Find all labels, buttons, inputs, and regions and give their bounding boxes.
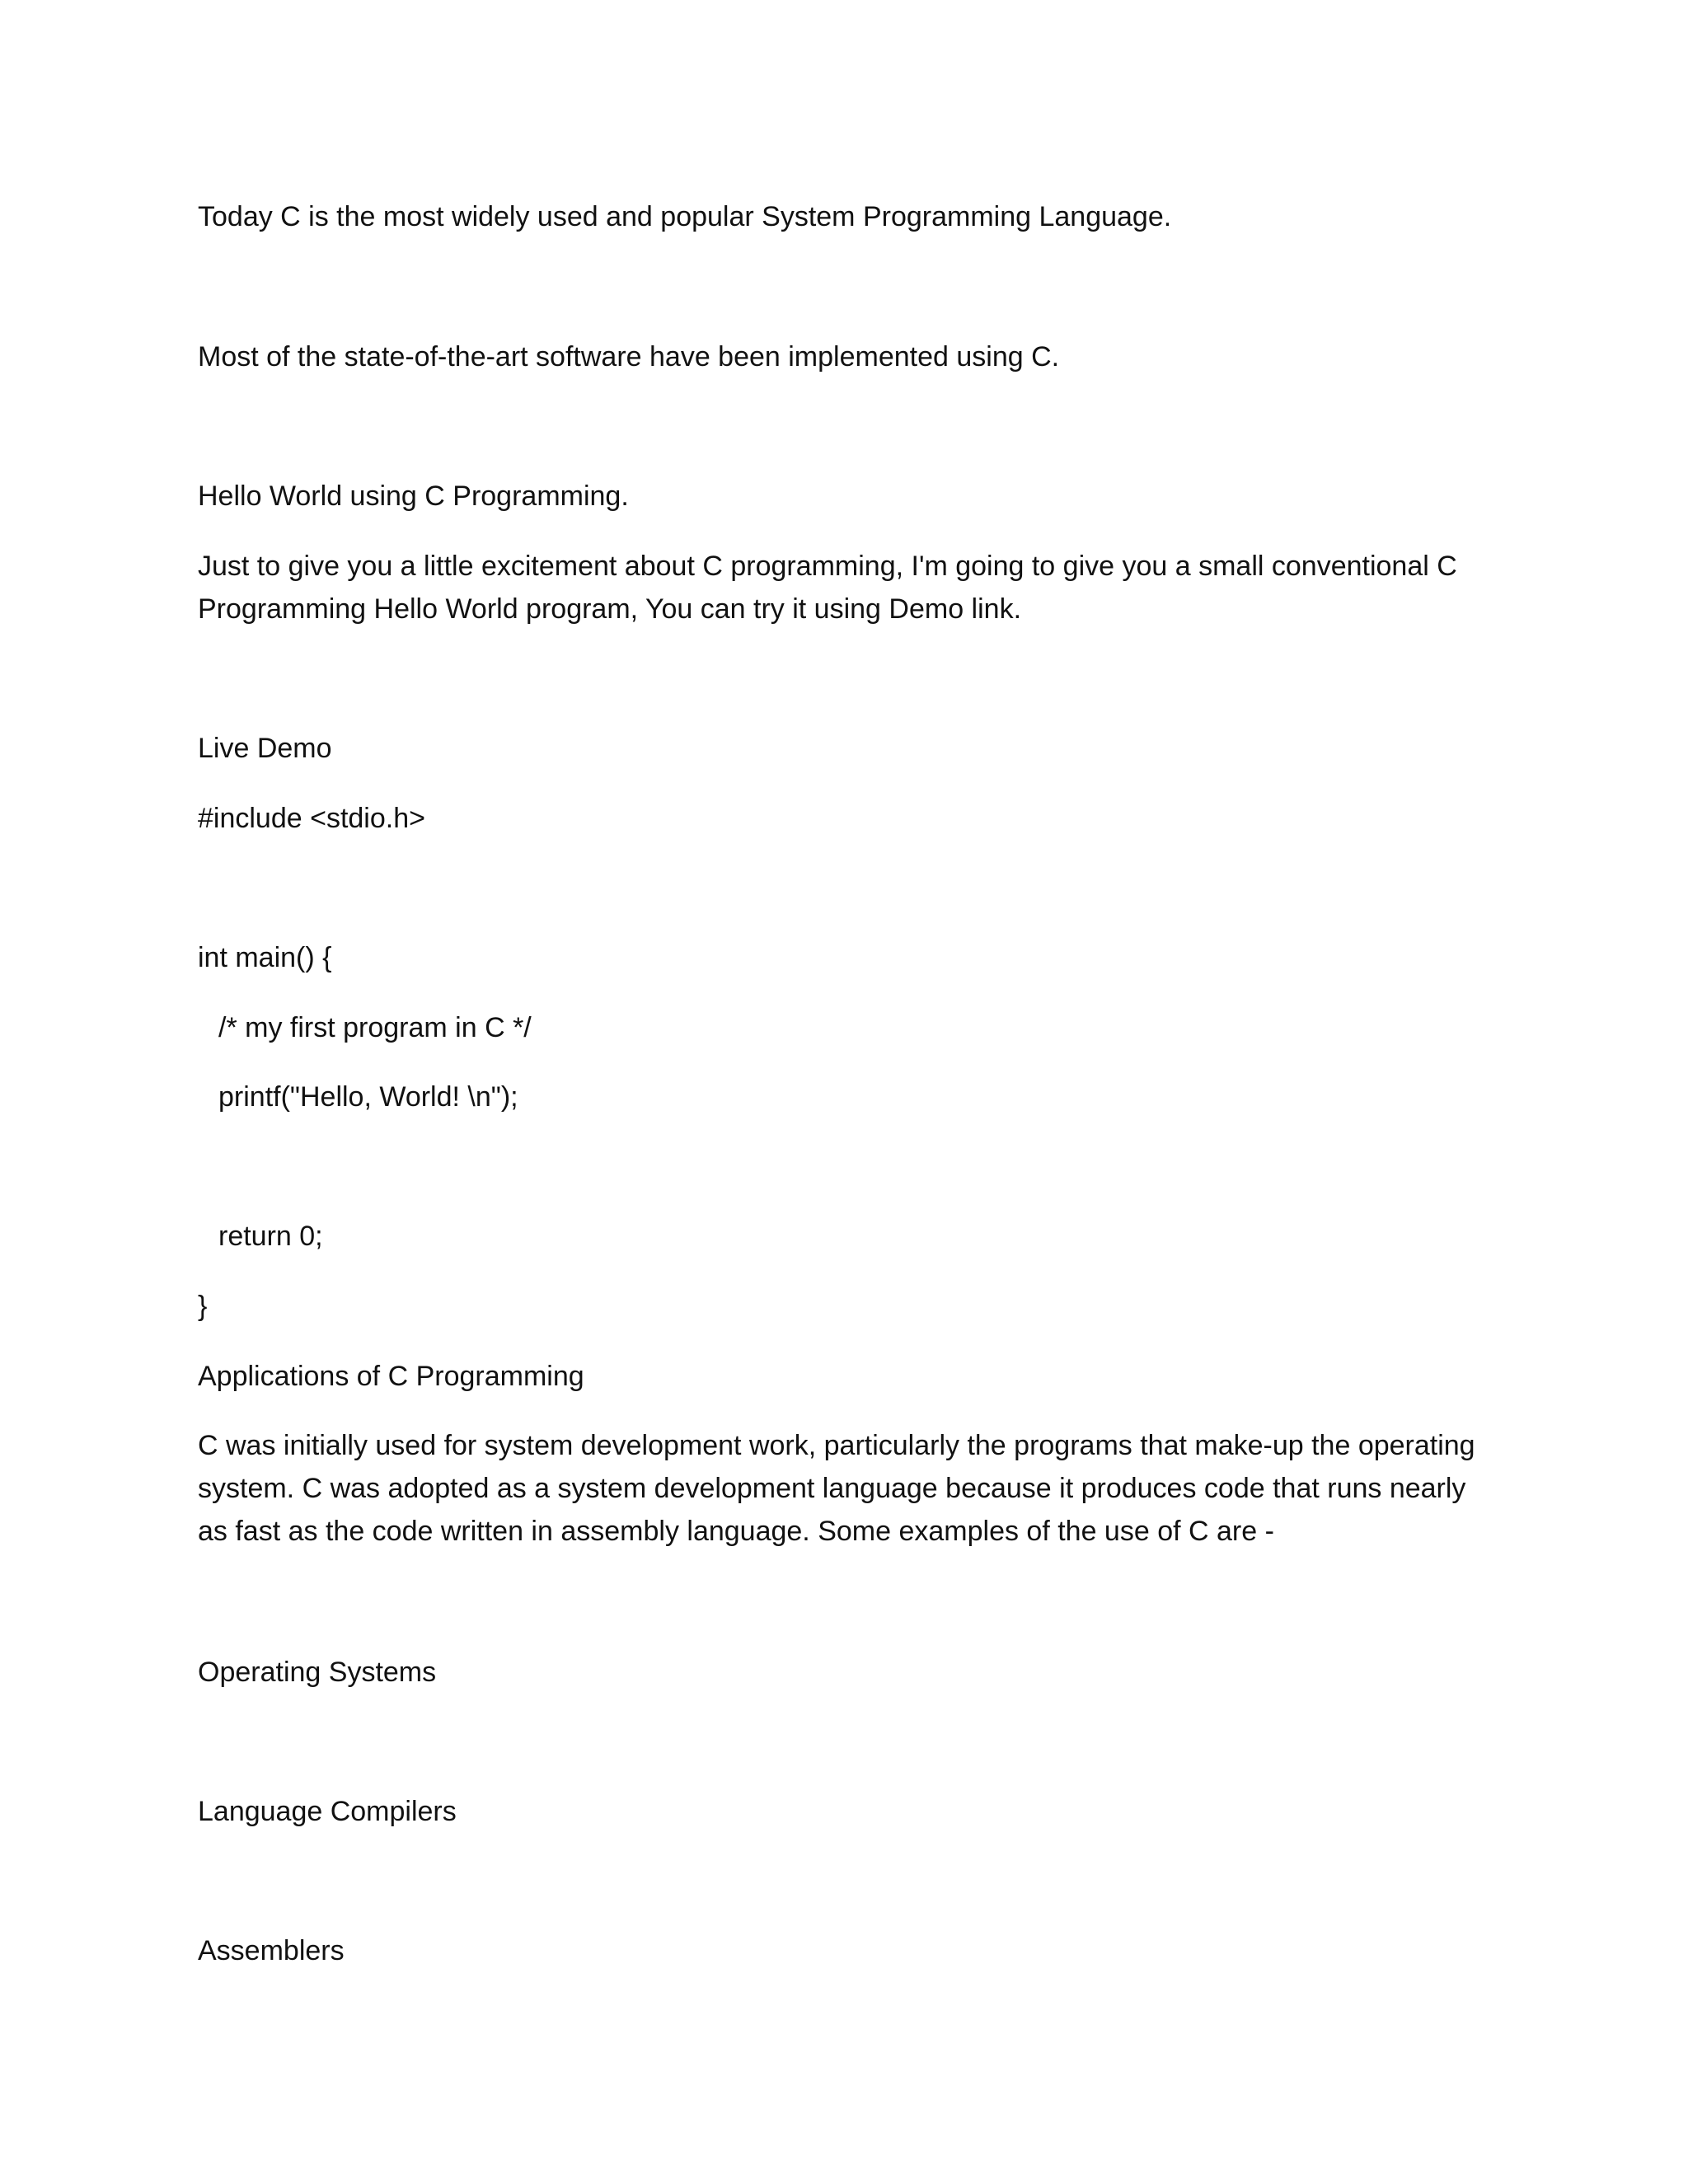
heading-hello-world: Hello World using C Programming.: [198, 480, 629, 512]
heading-applications: Applications of C Programming: [198, 1361, 584, 1392]
code-close-brace: }: [198, 1291, 208, 1322]
code-include: #include <stdio.h>: [198, 803, 425, 834]
code-main-open: int main() {: [198, 942, 332, 973]
list-item: Operating Systems: [198, 1657, 437, 1688]
paragraph-excitement: Just to give you a little excitement about C programming, I'm going to give you a small conventional C Programming Hello World program, You can try it using Demo link.: [198, 551, 1457, 625]
paragraph-intro: Today C is the most widely used and popular System Programming Language.: [198, 201, 1172, 232]
code-comment: /* my first program in C */: [218, 1012, 532, 1043]
live-demo-label: Live Demo: [198, 733, 332, 764]
code-printf: printf("Hello, World! \n");: [218, 1081, 518, 1113]
code-return: return 0;: [218, 1221, 323, 1252]
paragraph-state-of-art: Most of the state-of-the-art software have been implemented using C.: [198, 341, 1060, 373]
list-item: Assemblers: [198, 1935, 345, 1966]
paragraph-applications: C was initially used for system development work, particularly the programs that make-up the operating system. C was adopted as a system development language because it produces code that runs nearly as fast as the code written in assembly language. Some examples of the use of C are -: [198, 1430, 1475, 1547]
list-item: Language Compilers: [198, 1796, 457, 1827]
